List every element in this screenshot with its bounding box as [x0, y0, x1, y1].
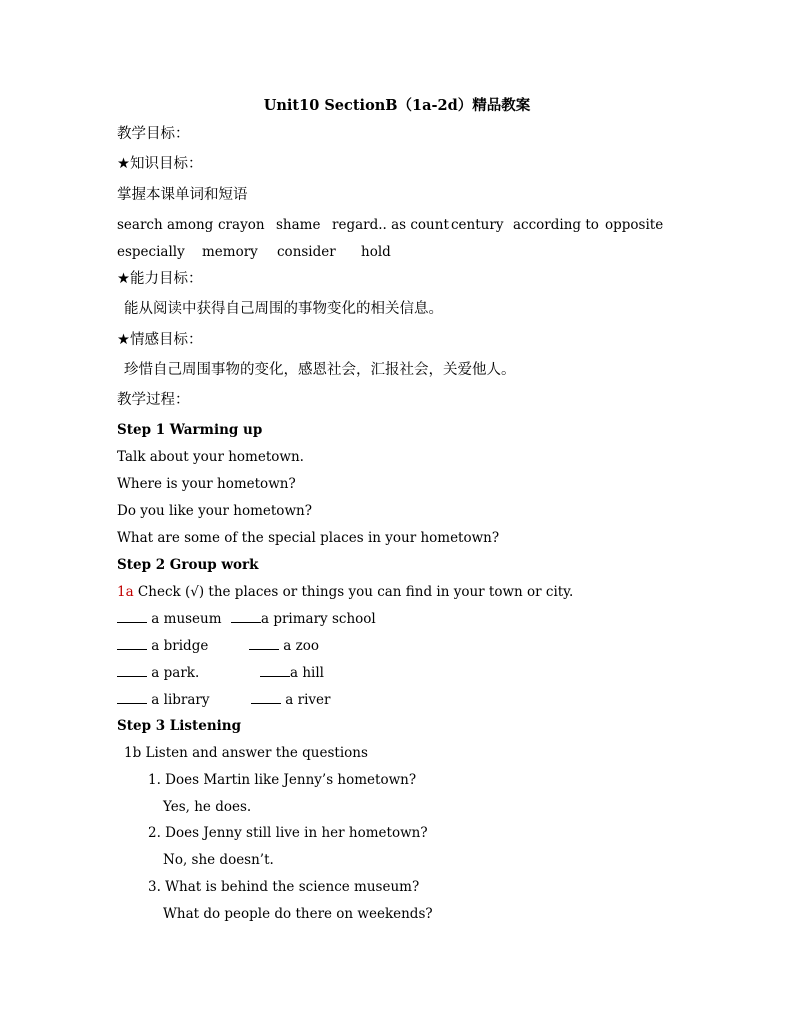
step1-title: Step 1 Warming up — [117, 422, 263, 438]
vocab-word: memory — [202, 244, 258, 260]
checklist-item: a river — [251, 691, 330, 709]
step1-line: What are some of the special places in your hometown? — [117, 530, 500, 546]
ability-goal-label: ★能力目标： — [117, 271, 203, 287]
checklist-item: a hill — [260, 664, 324, 682]
knowledge-goal-text: 掌握本课单词和短语 — [117, 187, 248, 203]
answer: Yes, he does. — [163, 799, 252, 815]
step2-title: Step 2 Group work — [117, 557, 259, 573]
question: 1. Does Martin like Jenny’s hometown? — [148, 772, 417, 788]
step1-line: Talk about your hometown. — [117, 449, 304, 465]
step1-line: Do you like your hometown? — [117, 503, 312, 519]
answer-blank[interactable] — [117, 610, 147, 623]
checklist-item: a bridge — [117, 637, 208, 655]
vocab-word: regard.. as count — [332, 217, 449, 233]
answer-blank[interactable] — [117, 664, 147, 677]
step3-title: Step 3 Listening — [117, 718, 242, 734]
vocab-word: consider — [277, 244, 336, 260]
checklist-item: a zoo — [249, 637, 319, 655]
exercise-label-1a: 1a — [117, 584, 134, 600]
vocab-word: crayon — [218, 217, 265, 233]
vocab-word: shame — [276, 217, 321, 233]
vocab-word: search among — [117, 217, 214, 233]
checklist-item: a museum — [117, 610, 222, 628]
vocab-word: opposite — [605, 217, 664, 233]
vocab-word: century — [451, 217, 504, 233]
checklist-item: a library — [117, 691, 210, 709]
answer-blank[interactable] — [231, 610, 261, 623]
ability-goal-text: 能从阅读中获得自己周围的事物变化的相关信息。 — [124, 301, 443, 317]
answer-blank[interactable] — [117, 637, 147, 650]
answer: No, she doesn’t. — [163, 852, 274, 868]
vocab-word: according to — [513, 217, 599, 233]
instruction-text: Check (√) the places or things you can find in your town or city. — [133, 584, 574, 600]
teaching-process-heading: 教学过程： — [117, 392, 190, 408]
vocab-word: hold — [361, 244, 391, 260]
checklist-item: a primary school — [231, 610, 376, 628]
page-title: Unit10 SectionB（1a-2d）精品教案 — [263, 97, 531, 114]
checklist-item: a park. — [117, 664, 199, 682]
answer-blank[interactable] — [260, 664, 290, 677]
answer-blank[interactable] — [251, 691, 281, 704]
emotion-goal-label: ★情感目标： — [117, 332, 203, 348]
answer-blank[interactable] — [117, 691, 147, 704]
emotion-goal-text: 珍惜自己周围事物的变化，感恩社会，汇报社会，关爱他人。 — [124, 362, 516, 378]
answer: What do people do there on weekends? — [163, 906, 433, 922]
step2-instruction — [117, 583, 573, 601]
answer-blank[interactable] — [249, 637, 279, 650]
vocab-word: especially — [117, 244, 185, 260]
question: 2. Does Jenny still live in her hometown? — [148, 825, 428, 841]
knowledge-goal-label: ★知识目标： — [117, 156, 203, 172]
step1-line: Where is your hometown? — [117, 476, 296, 492]
teaching-goals-heading: 教学目标： — [117, 126, 190, 142]
question: 3. What is behind the science museum? — [148, 879, 420, 895]
step3-intro: 1b Listen and answer the questions — [124, 745, 368, 761]
